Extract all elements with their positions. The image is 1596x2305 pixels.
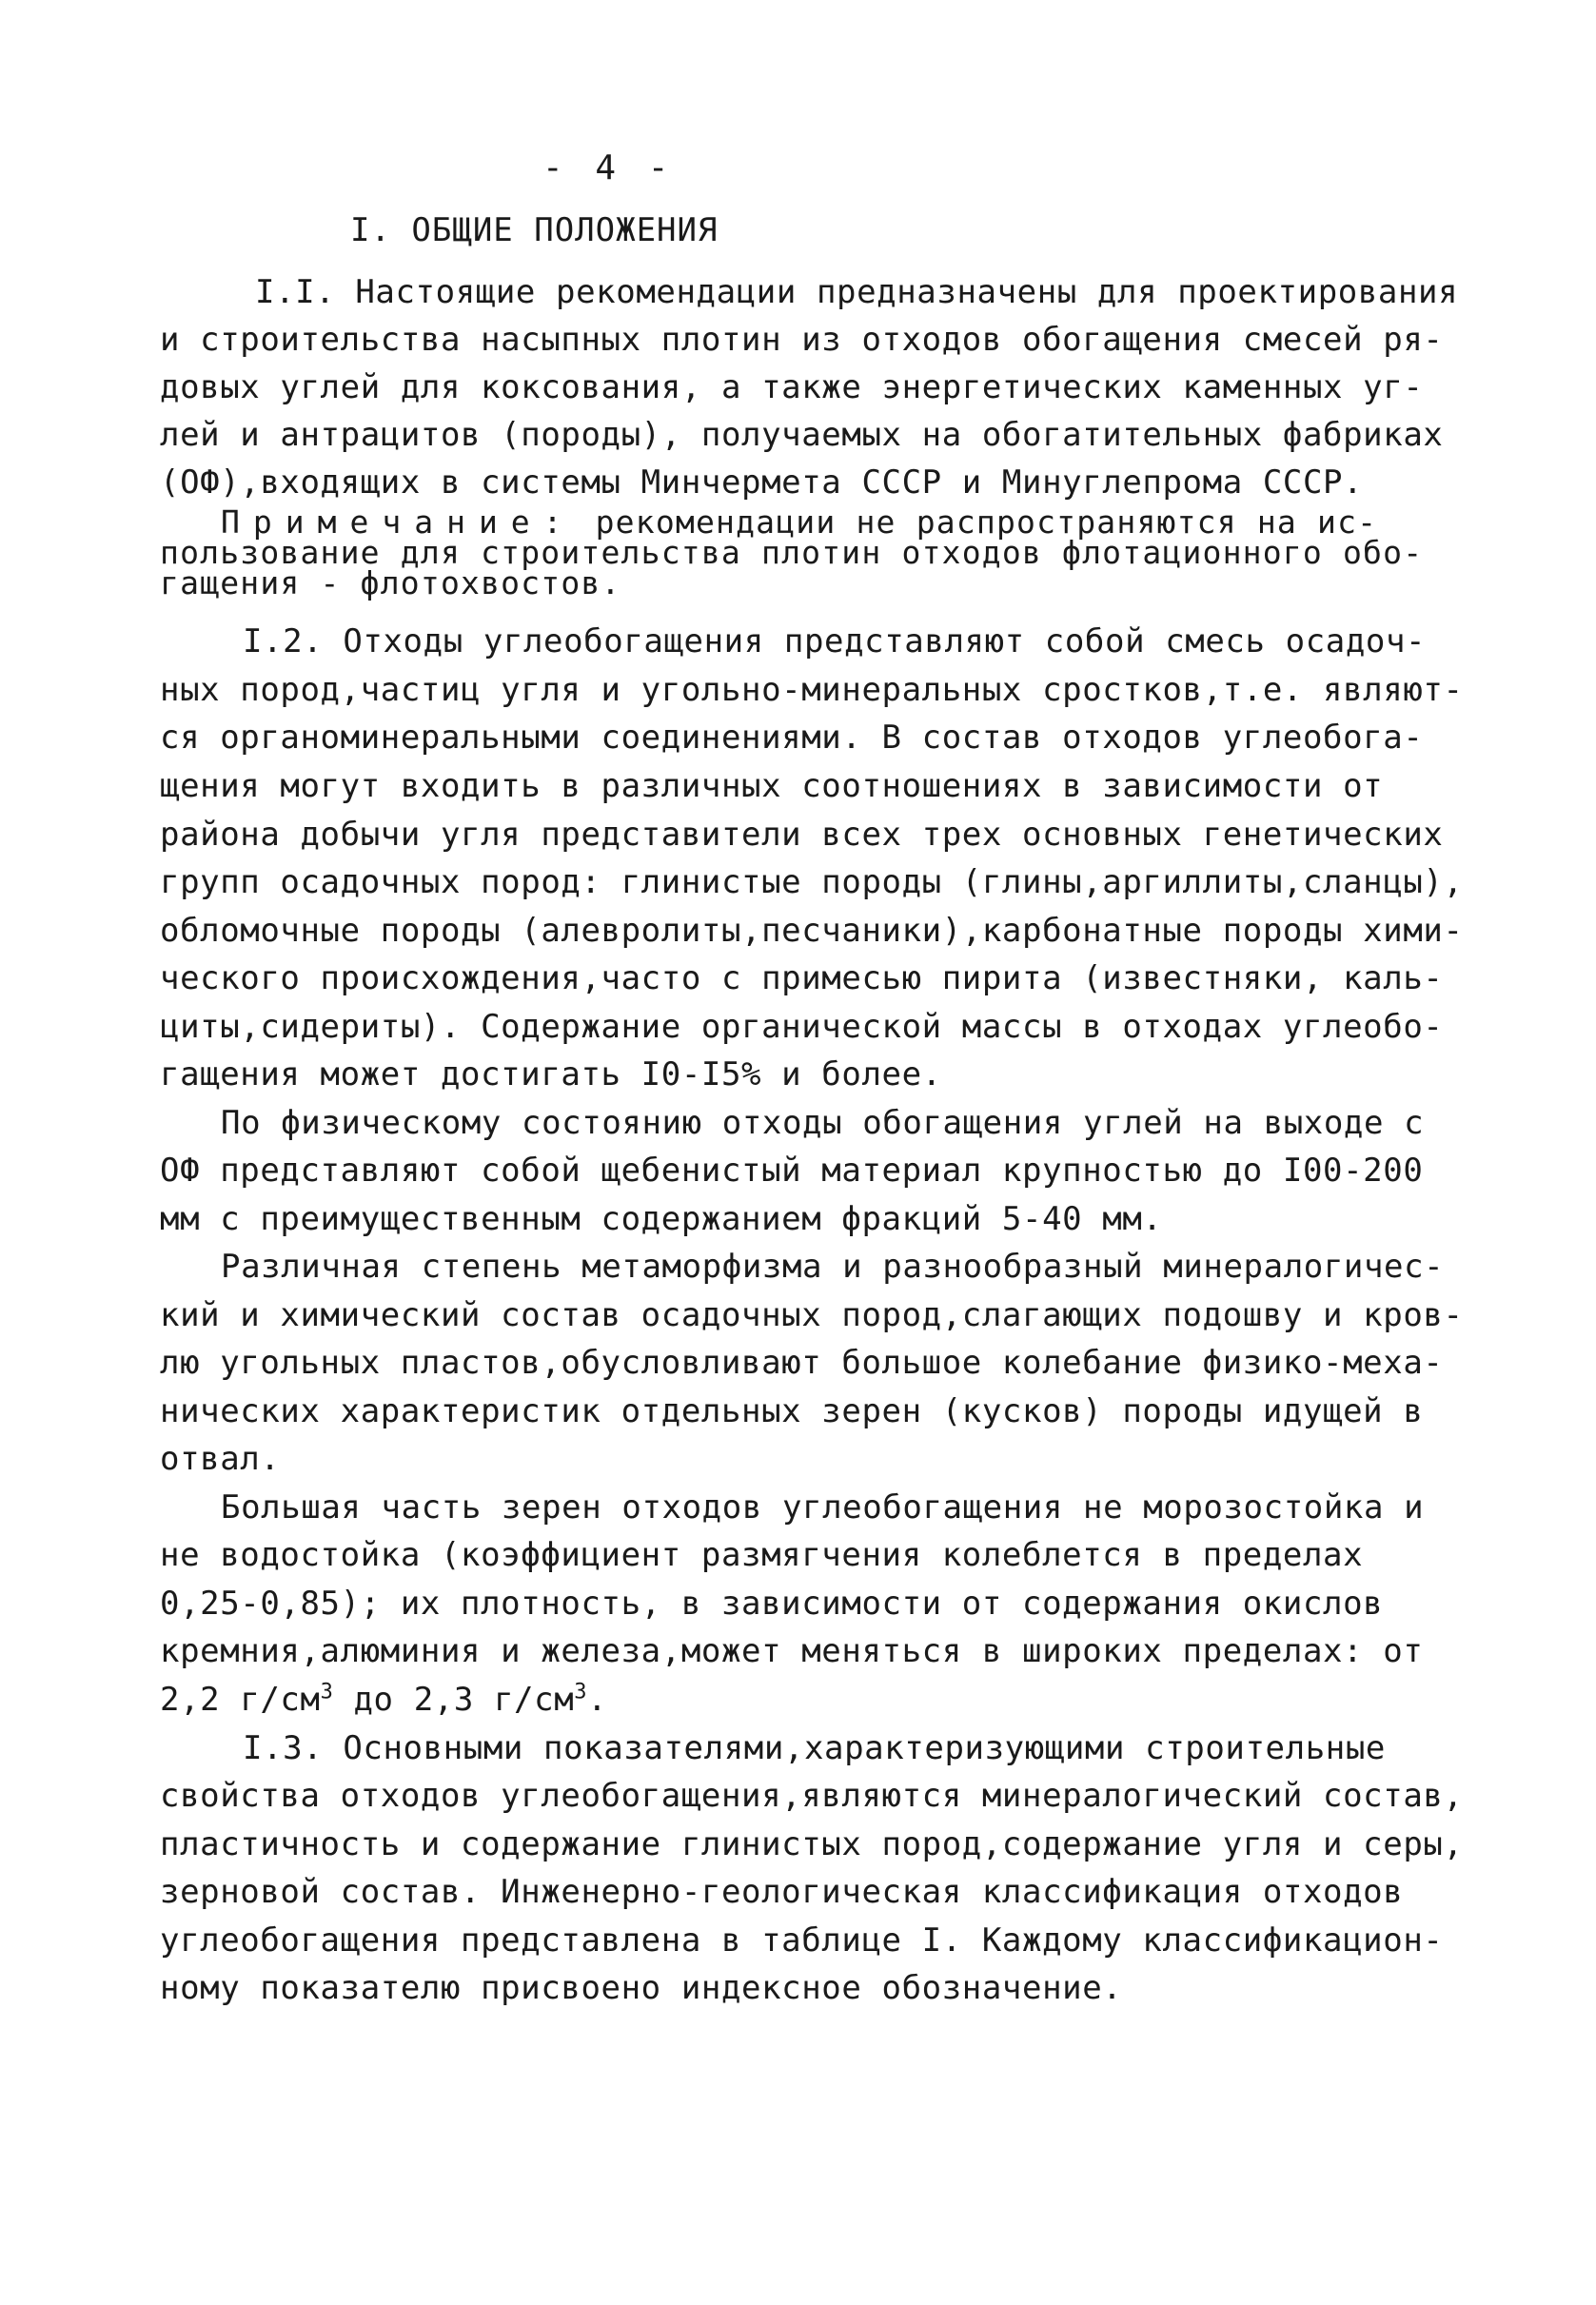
unit-exponent: 3 xyxy=(320,1680,334,1704)
text-line: нических характеристик отдельных зерен (кусков) породы идущей в xyxy=(160,1392,1424,1430)
text-line: групп осадочных пород: глинистые породы (глины,аргиллиты,сланцы), xyxy=(160,863,1464,901)
density-value-1: 2,2 г/см xyxy=(160,1681,321,1719)
density-value-2: до 2,3 г/см xyxy=(333,1681,575,1719)
density-line xyxy=(160,1679,607,1721)
text-line: I.I. Настоящие рекомендации предназначены для проектирования xyxy=(255,273,1459,311)
note-line: пользование для строительства плотин отходов флотационного обо- xyxy=(160,534,1424,571)
text-line: I.2. Отходы углеобогащения представляют собой смесь осадоч- xyxy=(243,622,1427,660)
section-heading: I. ОБЩИЕ ПОЛОЖЕНИЯ xyxy=(350,211,719,249)
text-line: I.3. Основными показателями,характеризующими строительные xyxy=(243,1729,1386,1767)
text-line: ному показателю присвоено индексное обозначение. xyxy=(160,1969,1123,2007)
unit-exponent: 3 xyxy=(574,1680,588,1704)
text-line: лю угольных пластов,обусловливают большое колебание физико-меха- xyxy=(160,1344,1444,1382)
text-line: ных пород,частиц угля и угольно-минеральных сростков,т.е. являют- xyxy=(160,671,1464,709)
note-label: Примечание: xyxy=(221,503,576,541)
text-line: зерновой состав. Инженерно-геологическая классификация отходов xyxy=(160,1873,1404,1911)
text-line: свойства отходов углеобогащения,являются минералогический состав, xyxy=(160,1777,1464,1815)
text-line: углеобогащения представлена в таблице I. Каждому классификацион- xyxy=(160,1921,1444,1960)
note-line: гащения - флотохвостов. xyxy=(160,564,621,601)
text-line: (ОФ),входящих в системы Минчермета СССР и Минуглепрома СССР. xyxy=(160,463,1364,502)
text-line: и строительства насыпных плотин из отходов обогащения смесей ря- xyxy=(160,321,1444,359)
text-line: обломочные породы (алевролиты,песчаники),карбонатные породы хими- xyxy=(160,912,1464,950)
text-line: щения могут входить в различных соотношениях в зависимости от xyxy=(160,767,1384,805)
text-line: 0,25-0,85); их плотность, в зависимости от содержания окислов xyxy=(160,1585,1384,1623)
text-line: кий и химический состав осадочных пород,слагающих подошву и кров- xyxy=(160,1296,1464,1334)
note-line xyxy=(221,503,1378,541)
text-line: ОФ представляют собой щебенистый материал крупностью до I00-200 xyxy=(160,1152,1424,1190)
text-line: По физическому состоянию отходы обогащения углей на выходе с xyxy=(221,1104,1425,1142)
text-line: кремния,алюминия и железа,может меняться в широких пределах: от xyxy=(160,1632,1424,1670)
text-line: Большая часть зерен отходов углеобогащения не морозостойка и xyxy=(221,1488,1425,1527)
text-line: Различная степень метаморфизма и разнообразный минералогичес- xyxy=(221,1248,1445,1286)
text-line: пластичность и содержание глинистых пород,содержание угля и серы, xyxy=(160,1825,1464,1863)
page-number: - 4 - xyxy=(542,148,675,187)
text-line: отвал. xyxy=(160,1440,281,1478)
text-line: ся органоминеральными соединениями. В состав отходов углеобога- xyxy=(160,719,1424,757)
text-line: гащения может достигать I0-I5% и более. xyxy=(160,1055,942,1093)
text-line: ческого происхождения,часто с примесью пирита (известняки, каль- xyxy=(160,959,1444,997)
text-line: мм с преимущественным содержанием фракций 5-40 мм. xyxy=(160,1200,1163,1238)
text-line: довых углей для коксования, а также энергетических каменных уг- xyxy=(160,368,1424,406)
note-text: рекомендации не распространяются на ис- xyxy=(575,503,1378,541)
text-line: лей и антрацитов (породы), получаемых на обогатительных фабриках xyxy=(160,416,1444,454)
text-line: района добычи угля представители всех трех основных генетических xyxy=(160,816,1444,854)
text-line: циты,сидериты). Содержание органической массы в отходах углеобо- xyxy=(160,1008,1444,1046)
period: . xyxy=(587,1681,608,1719)
text-line: не водостойка (коэффициент размягчения колеблется в пределах xyxy=(160,1536,1364,1574)
